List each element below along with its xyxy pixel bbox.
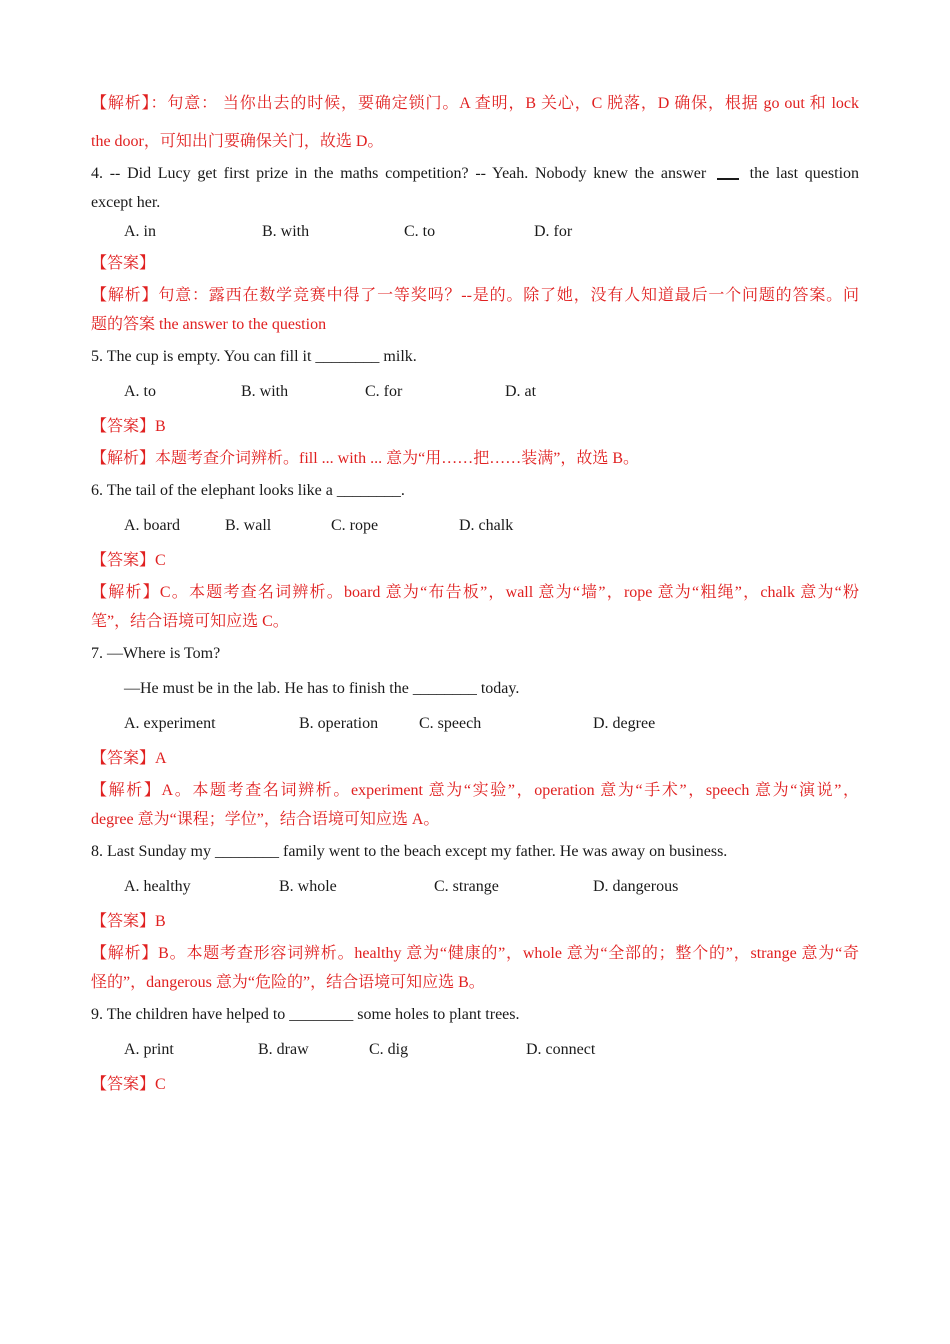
q7-answer: 【答案】A: [91, 750, 167, 767]
q9-option-a: A. print: [124, 1041, 174, 1058]
q4-option-b: B. with: [262, 223, 310, 240]
q4-answer: 【答案】: [91, 255, 156, 272]
q8-analysis-line1: 【解析】B。本题考查形容词辨析。healthy 意为“健康的”，whole 意为“全部的；整个的”，strange 意为“奇: [91, 945, 859, 962]
q4-stem-part2: the last question: [749, 165, 860, 182]
q4-stem-line1: [91, 163, 859, 185]
q5-answer: 【答案】B: [91, 418, 166, 435]
q9-option-d: D. connect: [526, 1041, 596, 1058]
q8-answer: 【答案】B: [91, 913, 166, 930]
q6-stem: 6. The tail of the elephant looks like a ________.: [91, 482, 405, 499]
q5-option-a: A. to: [124, 383, 156, 400]
q4-stem-line2: except her.: [91, 194, 161, 211]
q4-option-a: A. in: [124, 223, 156, 240]
q6-option-d: D. chalk: [459, 517, 514, 534]
q7-option-c: C. speech: [419, 715, 482, 732]
q8-analysis-line2: 怪的”，dangerous 意为“危险的”，结合语境可知应选 B。: [91, 974, 485, 991]
q5-option-c: C. for: [365, 383, 403, 400]
q8-option-c: C. strange: [434, 878, 499, 895]
q7-stem-line1: 7. —Where is Tom?: [91, 645, 221, 662]
q3-analysis-line2: the door，可知出门要确保关门，故选 D。: [91, 133, 384, 150]
q4-option-c: C. to: [404, 223, 436, 240]
q8-option-a: A. healthy: [124, 878, 191, 895]
q7-analysis-line1: 【解析】A。本题考查名词辨析。experiment 意为“实验”，operation 意为“手术”，speech 意为“演说”，: [91, 782, 859, 799]
q7-option-d: D. degree: [593, 715, 656, 732]
q5-option-d: D. at: [505, 383, 537, 400]
answer-blank: [717, 164, 739, 180]
q6-option-a: A. board: [124, 517, 180, 534]
q9-answer: 【答案】C: [91, 1076, 166, 1093]
q4-stem-part1: 4. -- Did Lucy get first prize in the maths competition? -- Yeah. Nobody knew the answer: [91, 165, 707, 182]
q6-analysis-line2: 笔”，结合语境可知应选 C。: [91, 613, 289, 630]
q9-option-c: C. dig: [369, 1041, 409, 1058]
q5-analysis: 【解析】本题考查介词辨析。fill ... with ... 意为“用……把……装满”，故选 B。: [91, 450, 639, 467]
q6-option-c: C. rope: [331, 517, 379, 534]
q7-option-b: B. operation: [299, 715, 379, 732]
q5-stem: 5. The cup is empty. You can fill it ________ milk.: [91, 348, 417, 365]
q5-option-b: B. with: [241, 383, 289, 400]
q9-stem: 9. The children have helped to ________ some holes to plant trees.: [91, 1006, 520, 1023]
q8-option-b: B. whole: [279, 878, 337, 895]
q9-option-b: B. draw: [258, 1041, 309, 1058]
q8-stem: 8. Last Sunday my ________ family went to the beach except my father. He was away on business.: [91, 843, 728, 860]
q4-analysis-line2: 题的答案 the answer to the question: [91, 316, 327, 333]
q7-analysis-line2: degree 意为“课程；学位”，结合语境可知应选 A。: [91, 811, 440, 828]
q7-option-a: A. experiment: [124, 715, 216, 732]
q3-analysis-line1: 【解析】：句意： 当你出去的时候，要确定锁门。A 查明，B 关心，C 脱落，D 确保，根据 go out 和 lock: [91, 95, 859, 112]
q6-answer: 【答案】C: [91, 552, 166, 569]
q8-option-d: D. dangerous: [593, 878, 679, 895]
q4-analysis-line1: 【解析】句意：露西在数学竞赛中得了一等奖吗？--是的。除了她，没有人知道最后一个问题的答案。问: [91, 287, 859, 304]
q6-analysis-line1: 【解析】C。本题考查名词辨析。board 意为“布告板”，wall 意为“墙”，rope 意为“粗绳”，chalk 意为“粉: [91, 584, 859, 601]
q6-option-b: B. wall: [225, 517, 272, 534]
q4-option-d: D. for: [534, 223, 573, 240]
q7-stem-line2: —He must be in the lab. He has to finish the ________ today.: [124, 680, 520, 697]
